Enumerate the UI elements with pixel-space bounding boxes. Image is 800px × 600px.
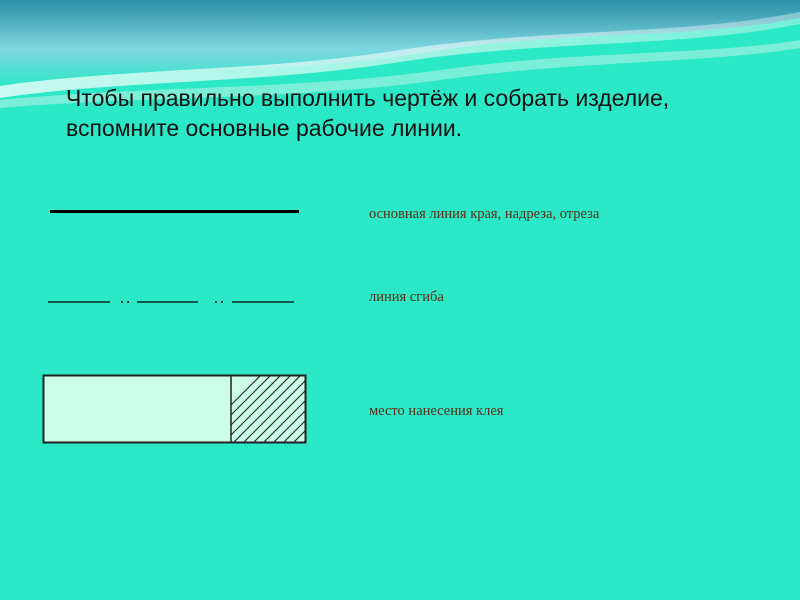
solid-line-sample [50, 210, 299, 213]
glue-area-label: место нанесения клея [369, 403, 504, 419]
slide-title: Чтобы правильно выполнить чертёж и собрать изделие, вспомните основные рабочие линии. [66, 85, 670, 141]
dash-dot-line-sample [48, 293, 298, 305]
glue-area-sample [42, 374, 307, 444]
fold-line-label: линия сгиба [369, 289, 444, 305]
solid-line-label: основная линия края, надреза, отреза [369, 206, 600, 222]
